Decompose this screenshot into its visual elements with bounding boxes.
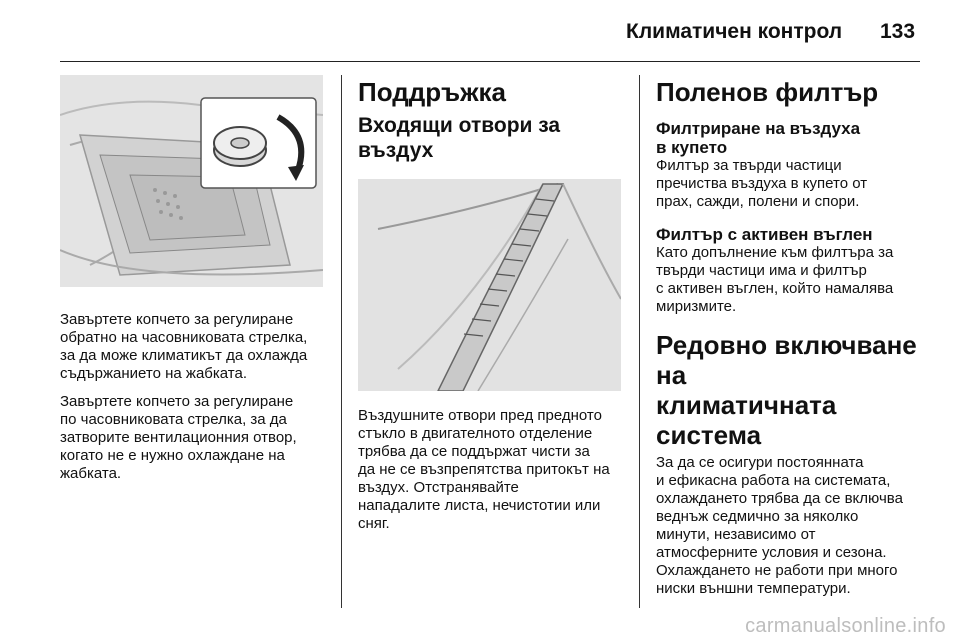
header-divider <box>60 61 920 62</box>
left-paragraph-1: Завъртете копчето за регулиране обратно на часовниковата стрелка, за да може климатикът да охлажда съдържанието на жабката. <box>60 311 308 382</box>
cabin-air-filtration-subheading: Филтриране на въздуха в купето <box>656 119 861 157</box>
column-divider-1 <box>341 75 342 608</box>
pollen-filter-heading: Поленов филтър <box>656 77 879 107</box>
left-paragraph-2: Завъртете копчето за регулиране по часовниковата стрелка, за да затворите вентилационния отвор, когато не е нужно охлаждане на жабката. <box>60 393 297 482</box>
air-inlet-illustration-icon <box>358 179 621 391</box>
air-inlets-heading: Входящи отвори за въздух <box>358 114 561 162</box>
watermark: carmanualsonline.info <box>745 615 946 637</box>
left-column <box>60 75 328 493</box>
particle-filter-paragraph: Филтър за твърди частици пречиства въздуха в купето от прах, сажди, полени и спори. <box>656 157 868 210</box>
air-inlets-paragraph: Въздушните отвори пред предното стъкло в двигателното отделение трябва да се поддържат чисти за да не се възпрепятства притокът на въздух. Отстранявайте нападалите листа, нечистотии или сняг. <box>358 407 610 532</box>
maintenance-heading: Поддръжка <box>358 77 506 107</box>
regular-operation-paragraph: За да се осигури постоянната и ефикасна работа на системата, охлаждането трябва да се включва веднъж седмично за няколко минути, независимо от атмосферните условия и сезона. Охлаждането не работи при много ниски външни температури. <box>656 454 903 597</box>
glovebox-vent-illustration-icon <box>60 75 323 287</box>
glovebox-vent-figure <box>60 75 323 287</box>
page-number: 133 <box>880 20 916 43</box>
regular-operation-heading: Редовно включване на климатичната система <box>656 330 917 450</box>
activated-carbon-paragraph: Като допълнение към филтъра за твърди частици има и филтър с активен въглен, който намалява миризмите. <box>656 244 894 315</box>
air-inlet-figure <box>358 179 621 391</box>
column-divider-2 <box>639 75 640 608</box>
activated-carbon-subheading: Филтър с активен въглен <box>656 225 873 244</box>
middle-column <box>358 75 626 543</box>
right-column <box>656 75 924 608</box>
page-header-title: Климатичен контрол <box>626 20 843 43</box>
